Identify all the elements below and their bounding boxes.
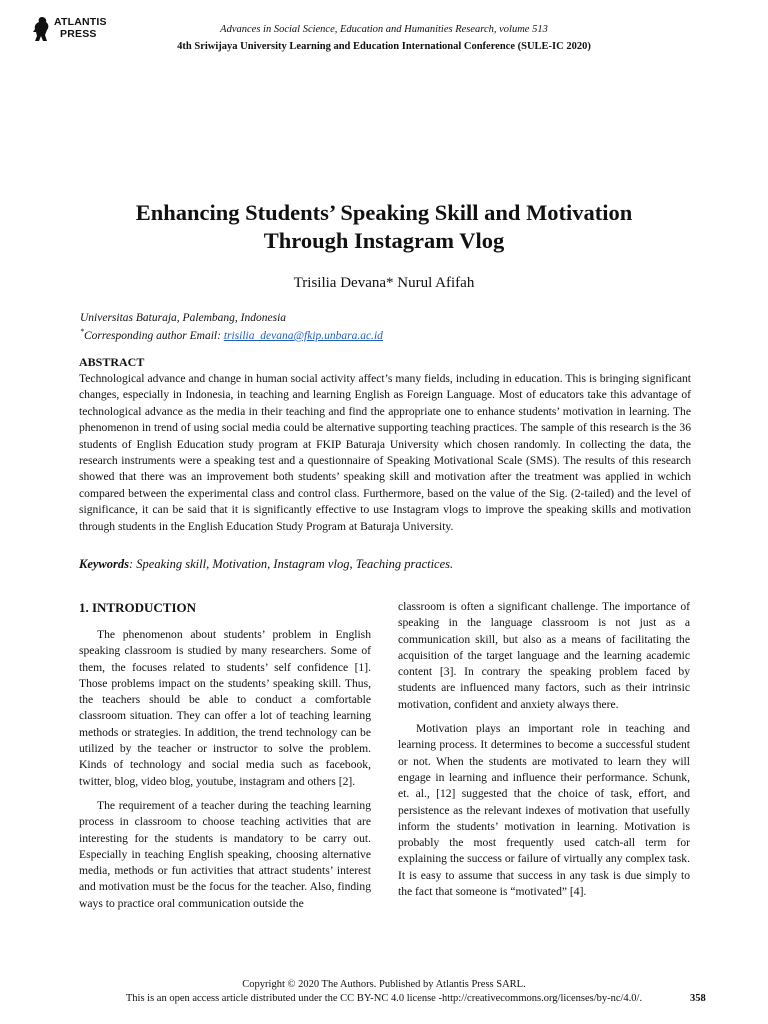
corresponding-author: *Corresponding author Email: trisilia_devana@fkip.unbara.ac.id <box>80 327 383 342</box>
logo-line-1: ATLANTIS <box>54 16 107 28</box>
conference-header: 4th Sriwijaya University Learning and Education International Conference (SULE-IC 2020) <box>177 41 591 52</box>
paper-authors: Trisilia Devana* Nurul Afifah <box>293 275 475 291</box>
footer-copyright: Copyright © 2020 The Authors. Published by Atlantis Press SARL. <box>242 979 526 990</box>
affiliation: Universitas Baturaja, Palembang, Indonesia <box>80 312 287 324</box>
footer-license: This is an open access article distributed under the CC BY-NC 4.0 license -http://creativecommons.org/licenses/by-nc/4.0/. <box>125 993 643 1004</box>
keywords <box>79 557 691 572</box>
left-column <box>79 627 371 920</box>
keywords-label: Keywords <box>79 557 129 571</box>
abstract-text: Technological advance and change in human social activity affect’s many fields, including in education. This is bringing significant changes, especially in Indonesia, in teaching and learning English as Foreign Language. Most of educators take this advantage of technological advance as the media in their teaching and find the appropriate one to enhance students’ motivation in learning. The phenomenon in trend of using social media could be alternative supporting teaching practices. The sample of this research is the 36 students of English Education study program at FKIP Baturaja University which chosen randomly. In collecting the data, the research instruments were a speaking test and a questionnaire of Speaking Motivational Scale (SMS). The results of this research showed that there was an improvement both students’ speaking skill and motivation after the treatment was applied in wchich compared between the experimental class and control class. Furthermore, based on the value of the Sig. (2-tailed) and the level of significance, it can be said that it is significantly effective to use Instagram vlogs to improve the speaking skills and motivation through students in the English Education Study Program at Baturaja University. <box>79 372 691 533</box>
corresponding-email-link[interactable]: trisilia_devana@fkip.unbara.ac.id <box>223 329 383 342</box>
paper-title <box>60 199 708 255</box>
abstract-heading: ABSTRACT <box>79 355 145 369</box>
intro-paragraph-2: The requirement of a teacher during the teaching learning process in classroom to choose teaching activities that are interesting for the students is mandatory to be carry out. Especially in teaching English speaking, choosing alternative media, methods or fun activities that attract students’ interest and motivation must be the focus for the teacher. Also, finding ways to practice oral communication outside the <box>79 798 371 910</box>
title-line-2: Through Instagram Vlog <box>263 228 505 253</box>
title-line-1: Enhancing Students’ Speaking Skill and Motivation <box>135 200 633 225</box>
logo-line-2: PRESS <box>60 28 97 40</box>
journal-header: Advances in Social Science, Education and Humanities Research, volume 513 <box>220 24 548 35</box>
intro-paragraph-3: classroom is often a significant challenge. The importance of speaking in the language classroom is not just as a communication skill, but also as a means of facilitating the acquisition of the target language and the learning academic content [3]. In contrary the speaking problem faced by students are influenced many factors, such as their intrinsic motivation, confident and anxiety always there. <box>398 600 690 711</box>
intro-paragraph-4: Motivation plays an important role in teaching and learning process. It determines to become a successful student or not. When the students are motivated to learn they will engage in learning and influence their performance. Schunk, et. al., [12] suggested that the choice of task, effort, and persistence as the relevant indexes of motivation that usefully inform the students’ motivation in learning. Motivation is probably the most frequently used catch-all term for explaining the success or failure of virtually any complex task. It is easy to assume that success in any task is due simply to the fact that someone is “motivated” [4]. <box>398 722 690 899</box>
right-column <box>398 599 690 908</box>
intro-paragraph-1: The phenomenon about students’ problem in English speaking classroom is studied by many researchers. Some of them, the focuses related to students’ self confidence [1]. Those problems impact on the students’ speaking skill. Thus, the teachers should be able to conduct a comfortable classroom situation. They can offer a lot of teaching learning methods or strategies. In addition, the trend technology can be utilized by the teacher or instructor to solve the problem. Kinds of technology and social media such as facebook, twitter, blog, video blog, youtube, instagram and others [2]. <box>79 628 371 788</box>
corresponding-label: Corresponding author Email: <box>84 329 224 342</box>
keywords-text: : Speaking skill, Motivation, Instagram vlog, Teaching practices. <box>129 557 454 571</box>
page-number: 358 <box>690 993 706 1004</box>
section-heading: 1. INTRODUCTION <box>79 600 197 615</box>
affiliation-block <box>80 311 383 343</box>
